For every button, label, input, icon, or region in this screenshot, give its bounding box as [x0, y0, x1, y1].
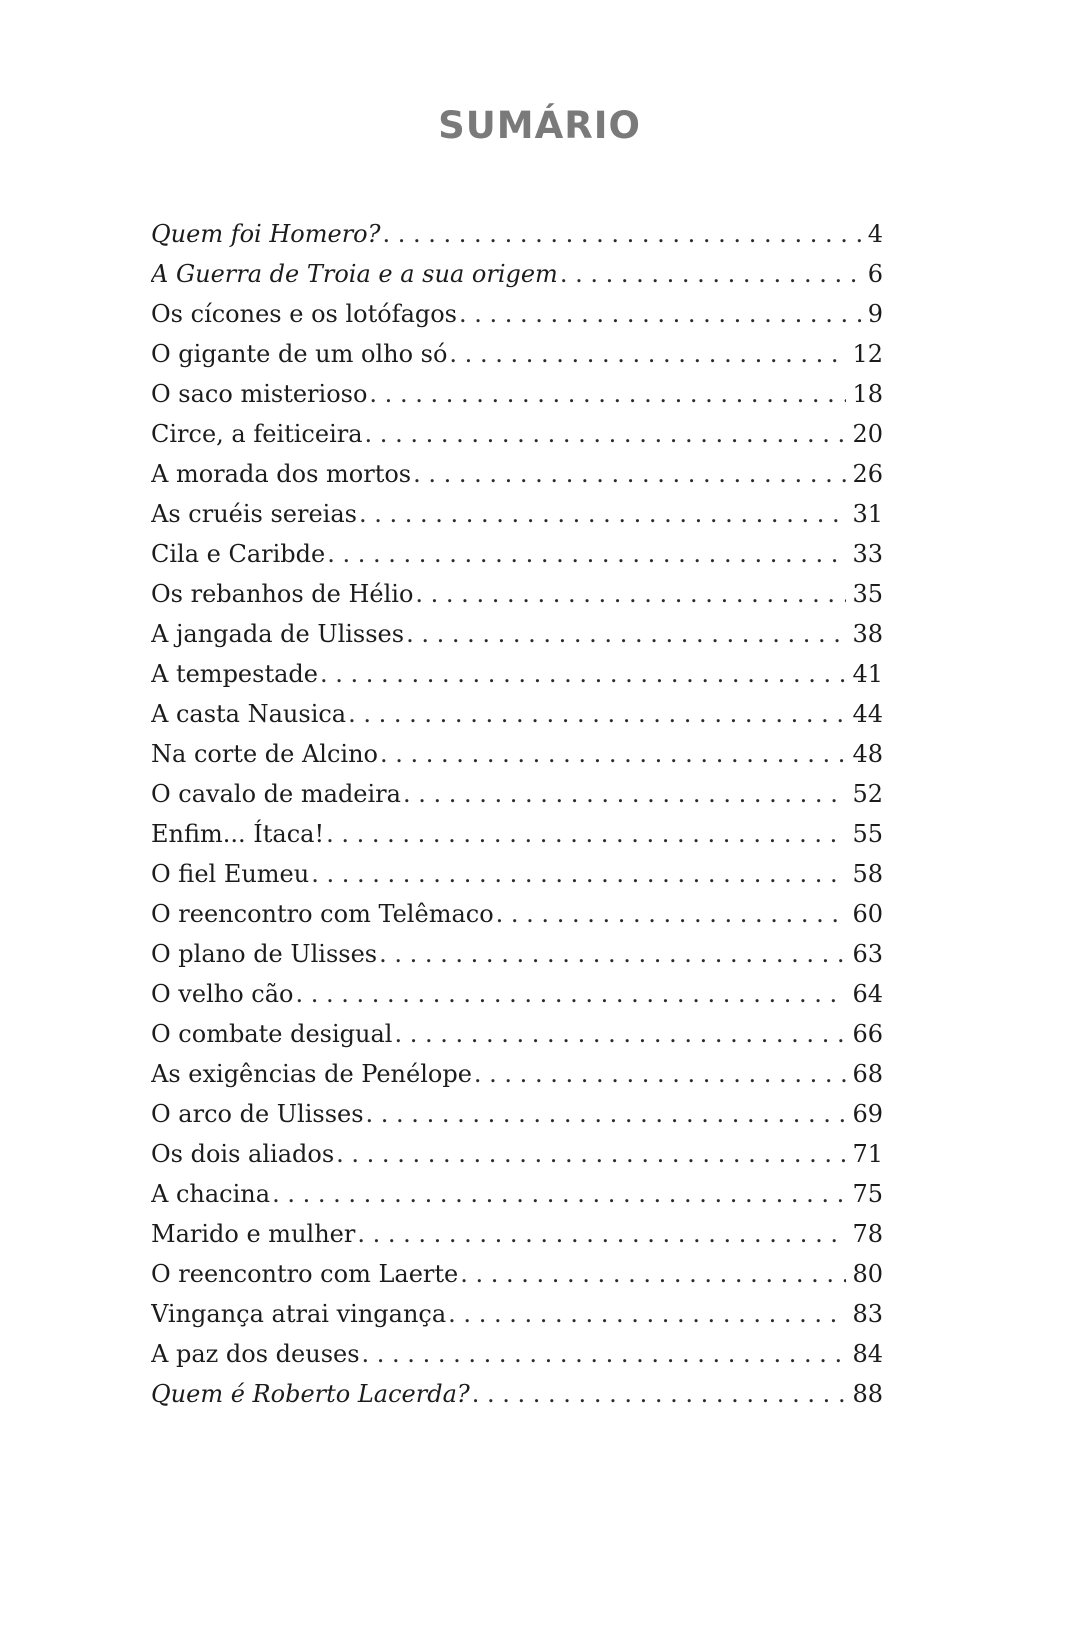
toc-entry-label: Quem foi Homero?	[151, 220, 381, 248]
toc-entry	[151, 1014, 883, 1054]
toc-entry-label: A tempestade	[151, 660, 318, 688]
toc-entry-label: O arco de Ulisses	[151, 1100, 364, 1128]
toc-entry	[151, 1134, 883, 1174]
dot-leader	[459, 294, 862, 334]
dot-leader	[366, 1094, 847, 1134]
toc-entry-page: 64	[852, 980, 883, 1008]
toc-entry-label: A paz dos deuses	[151, 1340, 360, 1368]
toc-entry	[151, 974, 883, 1014]
toc-entry-page: 26	[852, 460, 883, 488]
toc-entry-label: A Guerra de Troia e a sua origem	[151, 260, 558, 288]
toc-entry-label: Vingança atrai vingança	[151, 1300, 447, 1328]
toc-entry-label: O gigante de um olho só	[151, 340, 448, 368]
toc-entry-page: 4	[867, 220, 883, 248]
toc-entry-label: Os rebanhos de Hélio	[151, 580, 414, 608]
toc-entry-page: 68	[852, 1060, 883, 1088]
toc-entry-page: 52	[852, 780, 883, 808]
toc-entry-page: 71	[852, 1140, 883, 1168]
toc-entry-label: O saco misterioso	[151, 380, 368, 408]
toc-entry-label: Na corte de Alcino	[151, 740, 379, 768]
toc-entry-label: O reencontro com Telêmaco	[151, 900, 494, 928]
toc-entry-label: Os dois aliados	[151, 1140, 335, 1168]
page-title: SUMÁRIO	[438, 104, 641, 147]
dot-leader	[357, 1214, 846, 1254]
toc-entry	[151, 414, 883, 454]
toc-entry	[151, 734, 883, 774]
toc-entry-page: 33	[852, 540, 883, 568]
dot-leader	[362, 1334, 847, 1374]
dot-leader	[448, 1294, 846, 1334]
toc-entry-page: 35	[852, 580, 883, 608]
toc-entry	[151, 654, 883, 694]
toc-entry-page: 48	[852, 740, 883, 768]
toc-entry-page: 84	[852, 1340, 883, 1368]
toc-entry	[151, 494, 883, 534]
toc-entry-label: Cila e Caribde	[151, 540, 326, 568]
toc-entry	[151, 574, 883, 614]
toc-entry	[151, 1254, 883, 1294]
toc-entry-label: Circe, a feiticeira	[151, 420, 363, 448]
toc-entry-page: 58	[852, 860, 883, 888]
toc-entry-page: 12	[852, 340, 883, 368]
dot-leader	[413, 454, 846, 494]
toc-entry-label: Marido e mulher	[151, 1220, 356, 1248]
dot-leader	[415, 574, 846, 614]
toc-entry	[151, 934, 883, 974]
toc-entry-label: Quem é Roberto Lacerda?	[151, 1380, 470, 1408]
dot-leader	[295, 974, 846, 1014]
dot-leader	[348, 694, 846, 734]
toc-entry-page: 6	[867, 260, 883, 288]
toc-entry-label: O plano de Ulisses	[151, 940, 378, 968]
toc-entry-page: 41	[852, 660, 883, 688]
toc-entry-page: 80	[852, 1260, 883, 1288]
dot-leader	[311, 854, 846, 894]
dot-leader	[365, 414, 847, 454]
toc-entry-page: 44	[852, 700, 883, 728]
toc-entry-page: 55	[852, 820, 883, 848]
toc-entry-page: 20	[852, 420, 883, 448]
dot-leader	[369, 374, 846, 414]
toc-entry	[151, 814, 883, 854]
toc-entry-page: 78	[852, 1220, 883, 1248]
toc-entry-label: O velho cão	[151, 980, 294, 1008]
toc-entry	[151, 1054, 883, 1094]
dot-leader	[320, 654, 846, 694]
toc-entry	[151, 894, 883, 934]
toc-entry-page: 31	[852, 500, 883, 528]
toc-entry-label: As cruéis sereias	[151, 500, 357, 528]
toc-entry-label: A chacina	[151, 1180, 271, 1208]
toc-entry	[151, 614, 883, 654]
toc-entry	[151, 254, 883, 294]
toc-entry	[151, 374, 883, 414]
dot-leader	[380, 734, 846, 774]
dot-leader	[327, 534, 846, 574]
dot-leader	[460, 1254, 846, 1294]
dot-leader	[272, 1174, 846, 1214]
toc-entry-page: 83	[852, 1300, 883, 1328]
toc-entry-page: 63	[852, 940, 883, 968]
dot-leader	[560, 254, 862, 294]
dot-leader	[449, 334, 846, 374]
toc-entry-label: A jangada de Ulisses	[151, 620, 405, 648]
toc-entry	[151, 1174, 883, 1214]
dot-leader	[496, 894, 847, 934]
dot-leader	[474, 1054, 847, 1094]
toc-entry-page: 66	[852, 1020, 883, 1048]
toc-entry-page: 9	[867, 300, 883, 328]
toc-entry	[151, 1094, 883, 1134]
toc-entry	[151, 854, 883, 894]
toc-entry-page: 38	[852, 620, 883, 648]
toc-entry-label: As exigências de Penélope	[151, 1060, 472, 1088]
dot-leader	[383, 214, 862, 254]
dot-leader	[406, 614, 846, 654]
toc-entry-label: A morada dos mortos	[151, 460, 412, 488]
toc-entry	[151, 1294, 883, 1334]
dot-leader	[394, 1014, 846, 1054]
toc-entry	[151, 1214, 883, 1254]
toc-entry	[151, 334, 883, 374]
toc-entry	[151, 534, 883, 574]
toc-entry	[151, 1374, 883, 1414]
toc-entry	[151, 774, 883, 814]
toc-entry-label: O cavalo de madeira	[151, 780, 401, 808]
toc-entry-page: 18	[852, 380, 883, 408]
toc-entry	[151, 694, 883, 734]
toc-entry	[151, 294, 883, 334]
toc-entry-label: A casta Nausica	[151, 700, 347, 728]
dot-leader	[326, 814, 846, 854]
toc-entry-page: 60	[852, 900, 883, 928]
toc-entry-label: O combate desigual	[151, 1020, 393, 1048]
toc-entry-label: Os cícones e os lotófagos	[151, 300, 457, 328]
toc-entry-page: 75	[852, 1180, 883, 1208]
dot-leader	[379, 934, 846, 974]
dot-leader	[403, 774, 846, 814]
toc-entry-label: O fiel Eumeu	[151, 860, 310, 888]
toc-entry	[151, 1334, 883, 1374]
toc-entry-label: O reencontro com Laerte	[151, 1260, 459, 1288]
dot-leader	[359, 494, 846, 534]
table-of-contents	[151, 214, 883, 1414]
toc-entry-label: Enfim... Ítaca!	[151, 820, 325, 848]
dot-leader	[472, 1374, 847, 1414]
toc-entry	[151, 454, 883, 494]
toc-entry-page: 69	[852, 1100, 883, 1128]
dot-leader	[336, 1134, 846, 1174]
toc-entry	[151, 214, 883, 254]
toc-entry-page: 88	[852, 1380, 883, 1408]
